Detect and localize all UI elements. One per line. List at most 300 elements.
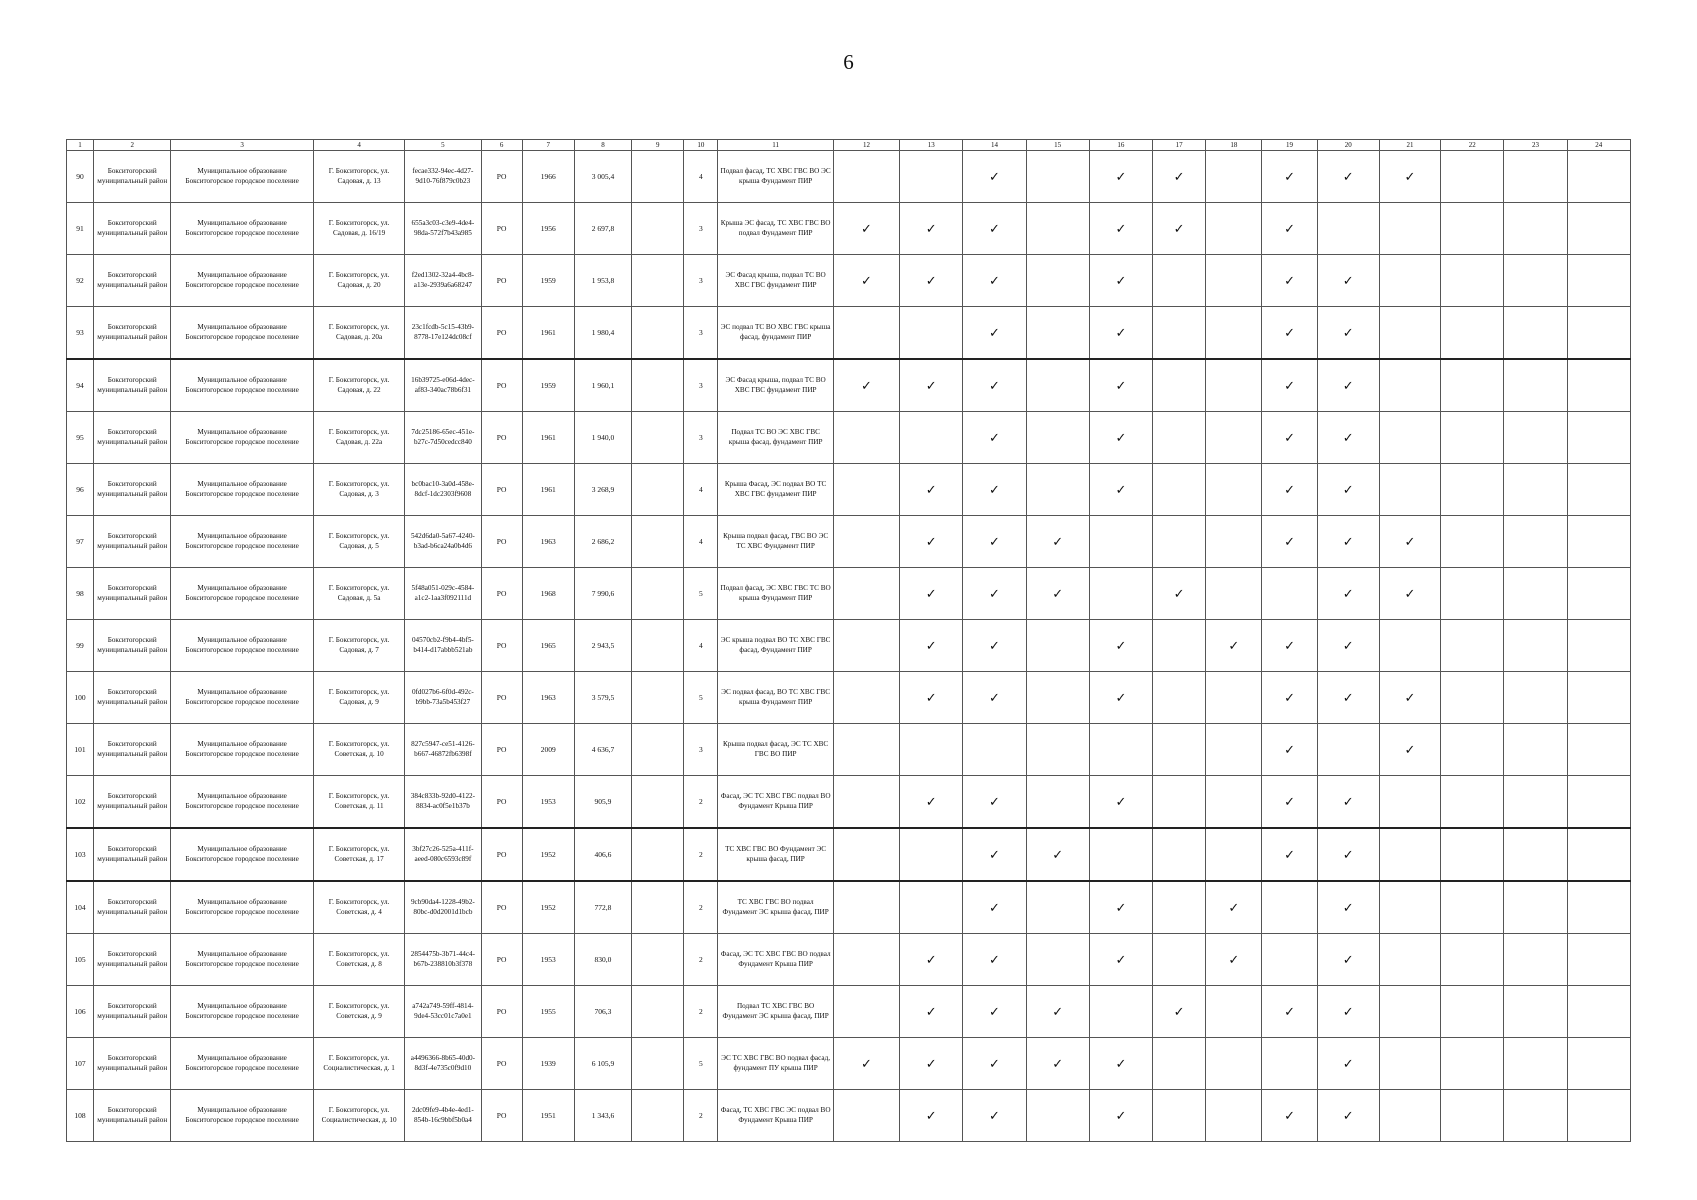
empty-check-cell (900, 412, 963, 464)
empty-check-cell (1262, 881, 1317, 934)
empty-check-cell (1441, 255, 1504, 307)
empty-check-cell (1379, 986, 1440, 1038)
checkmark-cell: ✓ (833, 359, 899, 412)
year-cell: 1963 (522, 516, 574, 568)
address-cell: Г. Бокситогорск, ул. Садовая, д. 20 (313, 255, 404, 307)
district-cell: Бокситогорский муниципальный район (94, 1090, 171, 1142)
empty-check-cell (833, 568, 899, 620)
checkmark-cell: ✓ (1089, 881, 1152, 934)
table-row (67, 881, 1631, 934)
checkmark-cell: ✓ (1262, 516, 1317, 568)
row-number-cell: 101 (67, 724, 94, 776)
floors-cell: 2 (684, 828, 718, 881)
area-cell: 1 953,8 (574, 255, 631, 307)
checkmark-cell: ✓ (900, 934, 963, 986)
empty-check-cell (833, 151, 899, 203)
municipality-cell: Муниципальное образование Бокситогорское городское поселение (171, 776, 314, 829)
column-number-14: 14 (963, 140, 1026, 151)
floors-cell: 4 (684, 464, 718, 516)
empty-check-cell (900, 881, 963, 934)
municipality-cell: Муниципальное образование Бокситогорское городское поселение (171, 934, 314, 986)
empty-check-cell (1567, 516, 1630, 568)
empty-cell (632, 203, 684, 255)
empty-check-cell (1262, 934, 1317, 986)
district-cell: Бокситогорский муниципальный район (94, 776, 171, 829)
works-cell: Подвал фасад, ЭС ХВС ГВС ТС ВО крыша Фундамент ПИР (718, 568, 833, 620)
empty-check-cell (1441, 828, 1504, 881)
floors-cell: 2 (684, 776, 718, 829)
year-cell: 1959 (522, 255, 574, 307)
checkmark-cell: ✓ (900, 568, 963, 620)
checkmark-cell: ✓ (1089, 412, 1152, 464)
floors-cell: 2 (684, 881, 718, 934)
table-row (67, 151, 1631, 203)
empty-check-cell (963, 724, 1026, 776)
empty-check-cell (833, 828, 899, 881)
year-cell: 1951 (522, 1090, 574, 1142)
area-cell: 406,6 (574, 828, 631, 881)
checkmark-cell: ✓ (1262, 359, 1317, 412)
floors-cell: 3 (684, 412, 718, 464)
area-cell: 3 268,9 (574, 464, 631, 516)
works-cell: ЭС Фасад крыша, подвал ТС ВО ХВС ГВС фундамент ПИР (718, 255, 833, 307)
column-number-4: 4 (313, 140, 404, 151)
year-cell: 1953 (522, 776, 574, 829)
empty-check-cell (1153, 255, 1206, 307)
checkmark-cell: ✓ (963, 516, 1026, 568)
checkmark-cell: ✓ (1317, 1038, 1379, 1090)
floors-cell: 3 (684, 359, 718, 412)
checkmark-cell: ✓ (900, 255, 963, 307)
municipality-cell: Муниципальное образование Бокситогорское городское поселение (171, 203, 314, 255)
row-number-cell: 98 (67, 568, 94, 620)
table-row (67, 1090, 1631, 1142)
empty-check-cell (1441, 464, 1504, 516)
empty-check-cell (1206, 151, 1262, 203)
year-cell: 1955 (522, 986, 574, 1038)
checkmark-cell: ✓ (1089, 934, 1152, 986)
district-cell: Бокситогорский муниципальный район (94, 464, 171, 516)
checkmark-cell: ✓ (963, 934, 1026, 986)
empty-check-cell (833, 881, 899, 934)
area-cell: 830,0 (574, 934, 631, 986)
works-cell: Фасад, ТС ХВС ГВС ЭС подвал ВО Фундамент Крыша ПИР (718, 1090, 833, 1142)
checkmark-cell: ✓ (1317, 151, 1379, 203)
checkmark-cell: ✓ (1317, 307, 1379, 360)
empty-check-cell (1441, 986, 1504, 1038)
empty-check-cell (1153, 1090, 1206, 1142)
municipality-cell: Муниципальное образование Бокситогорское городское поселение (171, 620, 314, 672)
year-cell: 1956 (522, 203, 574, 255)
checkmark-cell: ✓ (1262, 464, 1317, 516)
column-number-9: 9 (632, 140, 684, 151)
checkmark-cell: ✓ (900, 776, 963, 829)
empty-cell (632, 1038, 684, 1090)
checkmark-cell: ✓ (1089, 776, 1152, 829)
checkmark-cell: ✓ (963, 620, 1026, 672)
floors-cell: 3 (684, 255, 718, 307)
empty-check-cell (1153, 359, 1206, 412)
address-cell: Г. Бокситогорск, ул. Социалистическая, д. 10 (313, 1090, 404, 1142)
type-cell: РО (481, 359, 522, 412)
empty-check-cell (900, 151, 963, 203)
house-code-cell: 2dc09fe9-4b4e-4ed1-854b-16c9bbf5b0a4 (405, 1090, 481, 1142)
row-number-cell: 106 (67, 986, 94, 1038)
house-code-cell: 827c5947-ce51-4126-b667-46872fb6398f (405, 724, 481, 776)
row-number-cell: 108 (67, 1090, 94, 1142)
empty-check-cell (1026, 776, 1089, 829)
floors-cell: 3 (684, 203, 718, 255)
address-cell: Г. Бокситогорск, ул. Садовая, д. 9 (313, 672, 404, 724)
empty-check-cell (1567, 464, 1630, 516)
empty-check-cell (1379, 620, 1440, 672)
empty-cell (632, 568, 684, 620)
checkmark-cell: ✓ (1089, 620, 1152, 672)
type-cell: РО (481, 307, 522, 360)
district-cell: Бокситогорский муниципальный район (94, 516, 171, 568)
address-cell: Г. Бокситогорск, ул. Садовая, д. 5 (313, 516, 404, 568)
checkmark-cell: ✓ (963, 151, 1026, 203)
address-cell: Г. Бокситогорск, ул. Советская, д. 4 (313, 881, 404, 934)
checkmark-cell: ✓ (1379, 568, 1440, 620)
column-number-3: 3 (171, 140, 314, 151)
empty-check-cell (1153, 1038, 1206, 1090)
checkmark-cell: ✓ (1206, 934, 1262, 986)
row-number-cell: 103 (67, 828, 94, 881)
column-number-6: 6 (481, 140, 522, 151)
empty-check-cell (1206, 464, 1262, 516)
empty-check-cell (1206, 1038, 1262, 1090)
checkmark-cell: ✓ (833, 1038, 899, 1090)
empty-cell (632, 464, 684, 516)
checkmark-cell: ✓ (900, 986, 963, 1038)
checkmark-cell: ✓ (1089, 203, 1152, 255)
empty-cell (632, 151, 684, 203)
works-cell: ТС ХВС ГВС ВО подвал Фундамент ЭС крыша фасад, ПИР (718, 881, 833, 934)
empty-check-cell (833, 464, 899, 516)
empty-check-cell (1026, 151, 1089, 203)
column-number-2: 2 (94, 140, 171, 151)
district-cell: Бокситогорский муниципальный район (94, 828, 171, 881)
district-cell: Бокситогорский муниципальный район (94, 255, 171, 307)
municipality-cell: Муниципальное образование Бокситогорское городское поселение (171, 307, 314, 360)
address-cell: Г. Бокситогорск, ул. Садовая, д. 5а (313, 568, 404, 620)
area-cell: 4 636,7 (574, 724, 631, 776)
address-cell: Г. Бокситогорск, ул. Садовая, д. 20а (313, 307, 404, 360)
checkmark-cell: ✓ (900, 464, 963, 516)
year-cell: 1953 (522, 934, 574, 986)
year-cell: 1968 (522, 568, 574, 620)
checkmark-cell: ✓ (1153, 203, 1206, 255)
house-code-cell: 16b39725-e06d-4dec-af83-340ac78b6f31 (405, 359, 481, 412)
district-cell: Бокситогорский муниципальный район (94, 1038, 171, 1090)
checkmark-cell: ✓ (833, 255, 899, 307)
empty-check-cell (1026, 412, 1089, 464)
empty-check-cell (1504, 359, 1567, 412)
house-code-cell: 384c833b-92d0-4122-8834-ac0f5e1b37b (405, 776, 481, 829)
house-code-cell: 9cb90da4-1228-49b2-80bc-d0d2001d1bcb (405, 881, 481, 934)
row-number-cell: 94 (67, 359, 94, 412)
district-cell: Бокситогорский муниципальный район (94, 724, 171, 776)
checkmark-cell: ✓ (1317, 516, 1379, 568)
empty-check-cell (1206, 568, 1262, 620)
row-number-cell: 96 (67, 464, 94, 516)
area-cell: 1 343,6 (574, 1090, 631, 1142)
checkmark-cell: ✓ (900, 1090, 963, 1142)
table-row (67, 516, 1631, 568)
municipality-cell: Муниципальное образование Бокситогорское городское поселение (171, 568, 314, 620)
empty-check-cell (1153, 307, 1206, 360)
checkmark-cell: ✓ (1026, 828, 1089, 881)
column-number-11: 11 (718, 140, 833, 151)
type-cell: РО (481, 672, 522, 724)
column-number-19: 19 (1262, 140, 1317, 151)
empty-check-cell (1567, 1090, 1630, 1142)
checkmark-cell: ✓ (963, 1038, 1026, 1090)
district-cell: Бокситогорский муниципальный район (94, 412, 171, 464)
empty-check-cell (1441, 620, 1504, 672)
table-row (67, 359, 1631, 412)
checkmark-cell: ✓ (1379, 516, 1440, 568)
municipality-cell: Муниципальное образование Бокситогорское городское поселение (171, 1038, 314, 1090)
row-number-cell: 97 (67, 516, 94, 568)
floors-cell: 2 (684, 986, 718, 1038)
checkmark-cell: ✓ (963, 828, 1026, 881)
empty-check-cell (1206, 359, 1262, 412)
area-cell: 2 943,5 (574, 620, 631, 672)
empty-check-cell (1567, 881, 1630, 934)
row-number-cell: 107 (67, 1038, 94, 1090)
table-row (67, 934, 1631, 986)
municipality-cell: Муниципальное образование Бокситогорское городское поселение (171, 828, 314, 881)
row-number-cell: 92 (67, 255, 94, 307)
checkmark-cell: ✓ (963, 1090, 1026, 1142)
empty-check-cell (1206, 516, 1262, 568)
checkmark-cell: ✓ (1317, 776, 1379, 829)
municipality-cell: Муниципальное образование Бокситогорское городское поселение (171, 986, 314, 1038)
empty-check-cell (1089, 568, 1152, 620)
floors-cell: 4 (684, 151, 718, 203)
page-number: 6 (843, 50, 854, 74)
table-row (67, 255, 1631, 307)
year-cell: 1966 (522, 151, 574, 203)
empty-check-cell (1441, 412, 1504, 464)
empty-check-cell (833, 934, 899, 986)
house-code-cell: 2854475b-3b71-44c4-b67b-238810b3f378 (405, 934, 481, 986)
address-cell: Г. Бокситогорск, ул. Садовая, д. 22а (313, 412, 404, 464)
empty-check-cell (1153, 464, 1206, 516)
checkmark-cell: ✓ (1026, 1038, 1089, 1090)
column-number-10: 10 (684, 140, 718, 151)
empty-check-cell (1567, 203, 1630, 255)
empty-check-cell (833, 672, 899, 724)
checkmark-cell: ✓ (963, 203, 1026, 255)
empty-cell (632, 776, 684, 829)
house-code-cell: 04570cb2-f9b4-4bf5-b414-d17abbb521ab (405, 620, 481, 672)
empty-check-cell (1441, 307, 1504, 360)
column-number-8: 8 (574, 140, 631, 151)
empty-cell (632, 934, 684, 986)
type-cell: РО (481, 151, 522, 203)
empty-check-cell (1441, 934, 1504, 986)
checkmark-cell: ✓ (1153, 986, 1206, 1038)
year-cell: 1959 (522, 359, 574, 412)
empty-check-cell (1379, 881, 1440, 934)
checkmark-cell: ✓ (833, 203, 899, 255)
district-cell: Бокситогорский муниципальный район (94, 934, 171, 986)
house-code-cell: 542d6da0-5a67-4240-b3ad-b6ca24a0b4d6 (405, 516, 481, 568)
type-cell: РО (481, 568, 522, 620)
empty-check-cell (1206, 203, 1262, 255)
empty-check-cell (1567, 568, 1630, 620)
checkmark-cell: ✓ (1317, 620, 1379, 672)
checkmark-cell: ✓ (1262, 412, 1317, 464)
empty-check-cell (1026, 881, 1089, 934)
works-cell: Крыша подвал фасад, ЭС ТС ХВС ГВС ВО ПИР (718, 724, 833, 776)
empty-check-cell (900, 307, 963, 360)
area-cell: 905,9 (574, 776, 631, 829)
checkmark-cell: ✓ (1026, 986, 1089, 1038)
works-cell: ТС ХВС ГВС ВО Фундамент ЭС крыша фасад, ПИР (718, 828, 833, 881)
checkmark-cell: ✓ (963, 881, 1026, 934)
table-row (67, 464, 1631, 516)
empty-check-cell (1504, 776, 1567, 829)
column-number-1: 1 (67, 140, 94, 151)
empty-check-cell (1567, 255, 1630, 307)
checkmark-cell: ✓ (963, 986, 1026, 1038)
empty-check-cell (1504, 151, 1567, 203)
district-cell: Бокситогорский муниципальный район (94, 359, 171, 412)
empty-check-cell (900, 828, 963, 881)
area-cell: 2 686,2 (574, 516, 631, 568)
empty-check-cell (1379, 1038, 1440, 1090)
type-cell: РО (481, 934, 522, 986)
checkmark-cell: ✓ (1317, 255, 1379, 307)
empty-check-cell (1441, 672, 1504, 724)
area-cell: 706,3 (574, 986, 631, 1038)
checkmark-cell: ✓ (1262, 986, 1317, 1038)
empty-cell (632, 828, 684, 881)
empty-check-cell (1441, 203, 1504, 255)
checkmark-cell: ✓ (900, 672, 963, 724)
empty-check-cell (1206, 412, 1262, 464)
works-cell: Крыша подвал фасад, ГВС ВО ЭС ТС ХВС Фундамент ПИР (718, 516, 833, 568)
municipality-cell: Муниципальное образование Бокситогорское городское поселение (171, 464, 314, 516)
empty-check-cell (1379, 828, 1440, 881)
table-row (67, 672, 1631, 724)
house-code-cell: bc0bac10-3a0d-458e-8dcf-1dc2303f9608 (405, 464, 481, 516)
works-cell: ЭС крыша подвал ВО ТС ХВС ГВС фасад, Фундамент ПИР (718, 620, 833, 672)
house-code-cell: 7dc25186-65ec-451e-b27c-7d50cedcc840 (405, 412, 481, 464)
empty-check-cell (1567, 151, 1630, 203)
table-row (67, 412, 1631, 464)
column-number-18: 18 (1206, 140, 1262, 151)
checkmark-cell: ✓ (963, 672, 1026, 724)
empty-check-cell (1026, 203, 1089, 255)
type-cell: РО (481, 986, 522, 1038)
empty-check-cell (1567, 359, 1630, 412)
area-cell: 1 980,4 (574, 307, 631, 360)
works-cell: Подвал ТС ВО ЭС ХВС ГВС крыша фасад, фундамент ПИР (718, 412, 833, 464)
type-cell: РО (481, 776, 522, 829)
municipality-cell: Муниципальное образование Бокситогорское городское поселение (171, 516, 314, 568)
empty-check-cell (833, 516, 899, 568)
row-number-cell: 100 (67, 672, 94, 724)
house-code-cell: 23c1fcdb-5c15-43b9-8778-17e124dc08cf (405, 307, 481, 360)
column-number-20: 20 (1317, 140, 1379, 151)
checkmark-cell: ✓ (1026, 516, 1089, 568)
empty-check-cell (1567, 412, 1630, 464)
floors-cell: 5 (684, 1038, 718, 1090)
works-cell: Подвал ТС ХВС ГВС ВО Фундамент ЭС крыша фасад, ПИР (718, 986, 833, 1038)
row-number-cell: 95 (67, 412, 94, 464)
district-cell: Бокситогорский муниципальный район (94, 672, 171, 724)
floors-cell: 2 (684, 1090, 718, 1142)
column-number-12: 12 (833, 140, 899, 151)
empty-check-cell (1504, 255, 1567, 307)
empty-check-cell (1504, 1090, 1567, 1142)
house-code-cell: a742a749-59ff-4814-9de4-53cc01c7a0e1 (405, 986, 481, 1038)
empty-cell (632, 986, 684, 1038)
table-row (67, 203, 1631, 255)
column-number-23: 23 (1504, 140, 1567, 151)
checkmark-cell: ✓ (1089, 151, 1152, 203)
year-cell: 1961 (522, 464, 574, 516)
checkmark-cell: ✓ (1089, 255, 1152, 307)
row-number-cell: 93 (67, 307, 94, 360)
empty-check-cell (1567, 828, 1630, 881)
empty-check-cell (833, 776, 899, 829)
empty-check-cell (1206, 672, 1262, 724)
empty-check-cell (1206, 307, 1262, 360)
empty-check-cell (900, 724, 963, 776)
type-cell: РО (481, 620, 522, 672)
type-cell: РО (481, 203, 522, 255)
checkmark-cell: ✓ (1317, 828, 1379, 881)
type-cell: РО (481, 724, 522, 776)
address-cell: Г. Бокситогорск, ул. Садовая, д. 22 (313, 359, 404, 412)
municipality-cell: Муниципальное образование Бокситогорское городское поселение (171, 672, 314, 724)
empty-cell (632, 724, 684, 776)
house-code-cell: fecae332-94ec-4d27-9d10-76f879c0b23 (405, 151, 481, 203)
checkmark-cell: ✓ (1317, 412, 1379, 464)
row-number-cell: 105 (67, 934, 94, 986)
address-cell: Г. Бокситогорск, ул. Советская, д. 9 (313, 986, 404, 1038)
checkmark-cell: ✓ (1089, 672, 1152, 724)
empty-check-cell (1504, 620, 1567, 672)
registry-table (66, 139, 1631, 1142)
empty-check-cell (833, 1090, 899, 1142)
empty-check-cell (1567, 1038, 1630, 1090)
empty-check-cell (1504, 464, 1567, 516)
checkmark-cell: ✓ (1262, 724, 1317, 776)
empty-check-cell (1153, 620, 1206, 672)
floors-cell: 4 (684, 516, 718, 568)
empty-check-cell (1153, 672, 1206, 724)
area-cell: 1 940,0 (574, 412, 631, 464)
empty-check-cell (1504, 672, 1567, 724)
address-cell: Г. Бокситогорск, ул. Садовая, д. 7 (313, 620, 404, 672)
column-number-16: 16 (1089, 140, 1152, 151)
empty-check-cell (1379, 776, 1440, 829)
row-number-cell: 91 (67, 203, 94, 255)
empty-check-cell (1379, 203, 1440, 255)
empty-check-cell (1379, 464, 1440, 516)
year-cell: 1939 (522, 1038, 574, 1090)
checkmark-cell: ✓ (1317, 464, 1379, 516)
checkmark-cell: ✓ (1089, 1090, 1152, 1142)
municipality-cell: Муниципальное образование Бокситогорское городское поселение (171, 359, 314, 412)
